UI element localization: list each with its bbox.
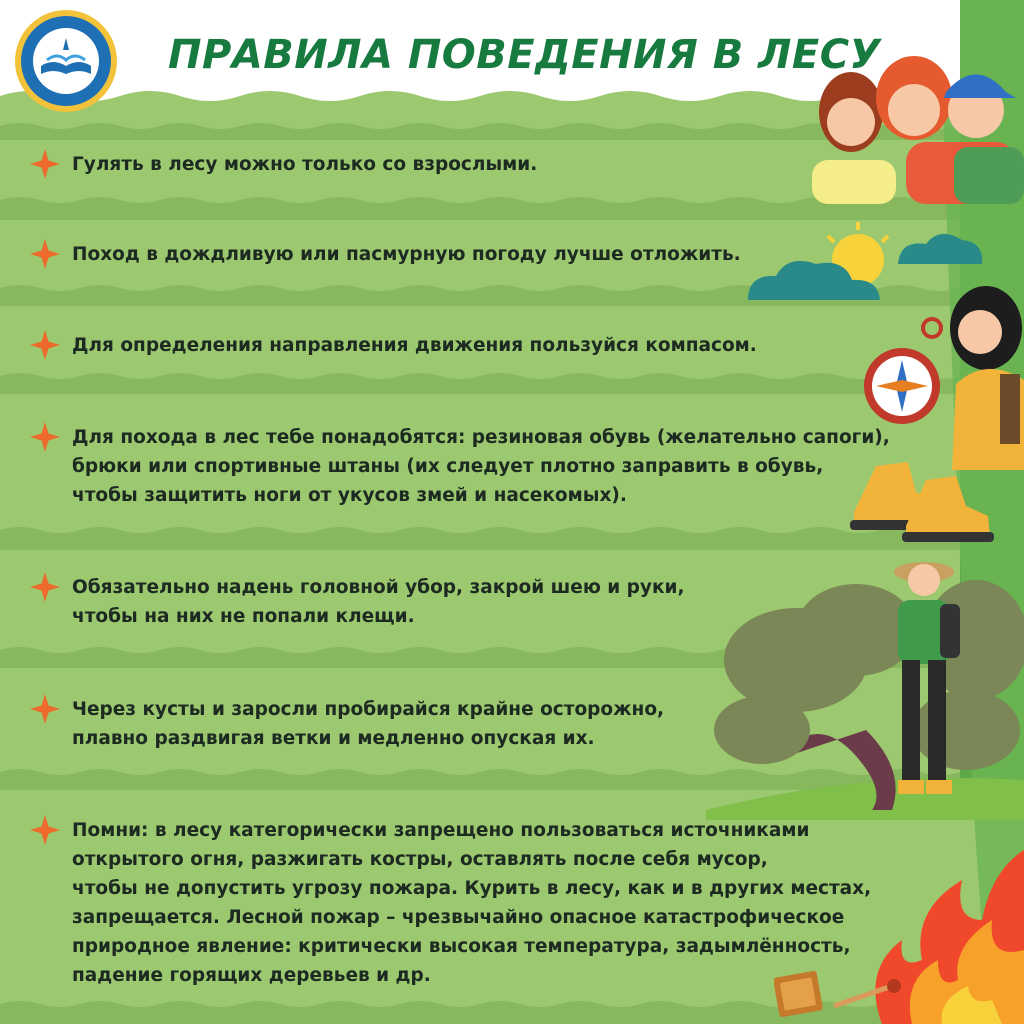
girl-hiker: [946, 284, 1024, 470]
rule-line: запрещается. Лесной пожар – чрезвычайно опасное катастрофическое: [72, 907, 845, 928]
rule-text: [72, 240, 741, 269]
rule-item: [30, 150, 537, 179]
rule-text: [72, 695, 664, 753]
rule-item: [30, 695, 664, 753]
rule-line: плавно раздвигая ветки и медленно опуская их.: [72, 728, 595, 749]
rule-line: чтобы защитить ноги от укусов змей и насекомых).: [72, 485, 627, 506]
compass-icon: [862, 316, 944, 438]
rule-text: [72, 423, 890, 510]
rule-line: Помни: в лесу категорически запрещено пользоваться источниками: [72, 820, 810, 841]
rule-line: природное явление: критически высокая температура, задымлённость,: [72, 936, 851, 957]
rule-line: Через кусты и заросли пробирайся крайне осторожно,: [72, 699, 665, 720]
rule-text: [72, 150, 537, 179]
rule-line: Для похода в лес тебе понадобятся: резиновая обувь (желательно сапоги),: [72, 427, 890, 448]
rule-line: падение горящих деревьев и др.: [72, 965, 431, 986]
rule-item: [30, 816, 871, 990]
bushy-tree: [706, 560, 1024, 820]
rule-item: [30, 423, 890, 510]
rule-item: [30, 573, 685, 631]
star-bullet-icon: [30, 422, 60, 452]
page-title: ПРАВИЛА ПОВЕДЕНИЯ В ЛЕСУ: [168, 32, 881, 78]
rule-item: [30, 331, 757, 360]
star-bullet-icon: [30, 815, 60, 845]
star-bullet-icon: [30, 239, 60, 269]
star-bullet-icon: [30, 572, 60, 602]
rule-item: [30, 240, 741, 269]
rule-text: [72, 816, 871, 990]
rule-line: Обязательно надень головной убор, закрой шею и руки,: [72, 577, 685, 598]
rule-line: брюки или спортивные штаны (их следует плотно заправить в обувь,: [72, 456, 824, 477]
star-bullet-icon: [30, 330, 60, 360]
star-bullet-icon: [30, 694, 60, 724]
rule-line: открытого огня, разжигать костры, оставлять после себя мусор,: [72, 849, 768, 870]
star-bullet-icon: [30, 149, 60, 179]
rule-text: [72, 331, 757, 360]
rule-line: Для определения направления движения пользуйся компасом.: [72, 335, 757, 356]
rule-line: Гулять в лесу можно только со взрослыми.: [72, 154, 538, 175]
rule-line: чтобы не допустить угрозу пожара. Курить в лесу, как и в других местах,: [72, 878, 872, 899]
rule-line: Поход в дождливую или пасмурную погоду лучше отложить.: [72, 244, 741, 265]
rule-line: чтобы на них не попали клещи.: [72, 606, 415, 627]
rule-text: [72, 573, 685, 631]
book-emblem-logo: [13, 8, 119, 114]
boy-hiker: [880, 550, 964, 800]
